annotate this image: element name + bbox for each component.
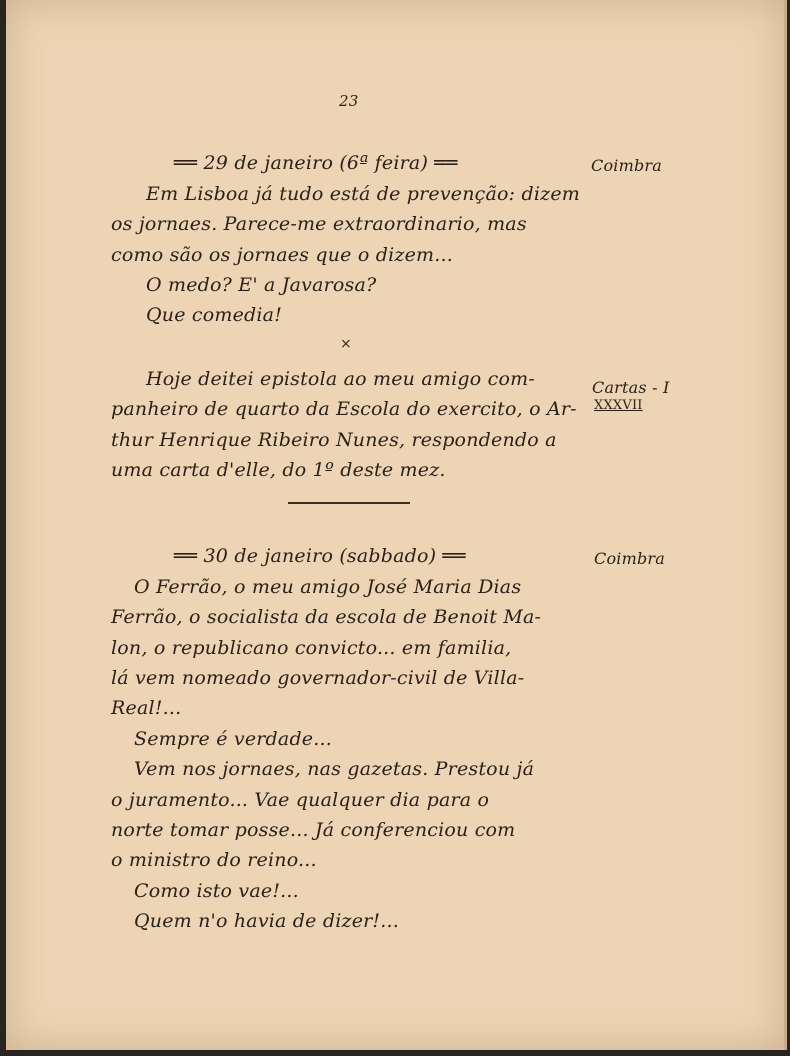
margin-note-roman: XXXVII bbox=[594, 398, 643, 413]
entry2-line-10: o ministro do reino... bbox=[111, 849, 317, 871]
margin-note-cartas: Cartas - I bbox=[592, 378, 670, 397]
entry2-line-11: Como isto vae!... bbox=[134, 880, 299, 902]
entry1-separator: × bbox=[340, 336, 352, 352]
section-divider bbox=[288, 502, 410, 504]
entry1-heading: ══ 29 de janeiro (6ª feira) ══ bbox=[174, 152, 458, 174]
entry1-para2-line-3: thur Henrique Ribeiro Nunes, respondendo a bbox=[111, 429, 557, 451]
entry2-line-8: o juramento... Vae qualquer dia para o bbox=[111, 789, 490, 811]
entry2-line-7: Vem nos jornaes, nas gazetas. Prestou já bbox=[134, 758, 535, 780]
entry2-line-12: Quem n'o havia de dizer!... bbox=[134, 910, 399, 932]
entry2-line-5: Real!... bbox=[111, 697, 182, 719]
entry2-line-1: O Ferrão, o meu amigo José Maria Dias bbox=[134, 576, 522, 598]
entry1-para2-line-2: panheiro de quarto da Escola do exercito, o Ar- bbox=[111, 398, 577, 420]
entry2-line-6: Sempre é verdade... bbox=[134, 728, 332, 750]
entry2-heading: ══ 30 de janeiro (sabbado) ══ bbox=[174, 545, 466, 567]
entry1-line-5: Que comedia! bbox=[146, 304, 283, 326]
page-number: 23 bbox=[339, 92, 359, 110]
entry2-line-4: lá vem nomeado governador-civil de Villa- bbox=[111, 667, 525, 689]
entry2-line-3: lon, o republicano convicto... em familia, bbox=[111, 637, 512, 659]
entry2-line-2: Ferrão, o socialista da escola de Benoit Ma- bbox=[111, 606, 542, 628]
entry1-line-2: os jornaes. Parece-me extraordinario, mas bbox=[111, 213, 527, 235]
entry1-place: Coimbra bbox=[591, 156, 662, 175]
entry1-para2-line-1: Hoje deitei epistola ao meu amigo com- bbox=[146, 368, 535, 390]
entry1-line-1: Em Lisboa já tudo está de prevenção: dizem bbox=[146, 183, 581, 205]
entry1-para2-line-4: uma carta d'elle, do 1º deste mez. bbox=[111, 459, 446, 481]
entry1-line-3: como são os jornaes que o dizem... bbox=[111, 244, 453, 266]
entry1-line-4: O medo? E' a Javarosa? bbox=[146, 274, 377, 296]
manuscript-page bbox=[6, 0, 787, 1050]
entry2-line-9: norte tomar posse... Já conferenciou com bbox=[111, 819, 516, 841]
entry2-place: Coimbra bbox=[594, 549, 665, 568]
